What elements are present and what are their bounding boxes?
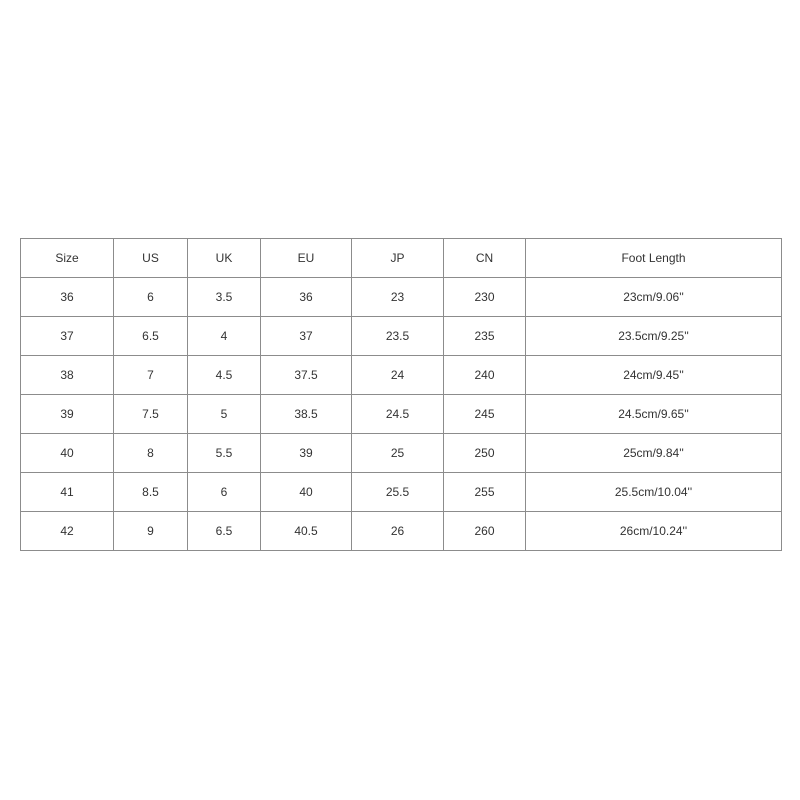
cell-uk: 6 bbox=[188, 473, 261, 512]
cell-jp: 23.5 bbox=[352, 317, 444, 356]
cell-foot-length: 23cm/9.06'' bbox=[526, 278, 782, 317]
table-row bbox=[21, 278, 782, 317]
header-row bbox=[21, 239, 782, 278]
cell-size: 41 bbox=[21, 473, 114, 512]
cell-cn: 240 bbox=[444, 356, 526, 395]
cell-eu: 37.5 bbox=[261, 356, 352, 395]
table-row bbox=[21, 473, 782, 512]
cell-foot-length: 25.5cm/10.04'' bbox=[526, 473, 782, 512]
cell-eu: 40.5 bbox=[261, 512, 352, 551]
cell-us: 6.5 bbox=[114, 317, 188, 356]
table-row bbox=[21, 434, 782, 473]
cell-size: 39 bbox=[21, 395, 114, 434]
cell-jp: 23 bbox=[352, 278, 444, 317]
cell-foot-length: 24cm/9.45'' bbox=[526, 356, 782, 395]
cell-cn: 250 bbox=[444, 434, 526, 473]
cell-eu: 40 bbox=[261, 473, 352, 512]
cell-jp: 25 bbox=[352, 434, 444, 473]
cell-uk: 6.5 bbox=[188, 512, 261, 551]
cell-foot-length: 26cm/10.24'' bbox=[526, 512, 782, 551]
header-jp: JP bbox=[352, 239, 444, 278]
cell-jp: 24.5 bbox=[352, 395, 444, 434]
header-cn: CN bbox=[444, 239, 526, 278]
cell-size: 42 bbox=[21, 512, 114, 551]
cell-uk: 4 bbox=[188, 317, 261, 356]
cell-us: 8.5 bbox=[114, 473, 188, 512]
cell-foot-length: 25cm/9.84'' bbox=[526, 434, 782, 473]
table-row bbox=[21, 356, 782, 395]
cell-us: 6 bbox=[114, 278, 188, 317]
cell-cn: 235 bbox=[444, 317, 526, 356]
cell-cn: 245 bbox=[444, 395, 526, 434]
cell-jp: 24 bbox=[352, 356, 444, 395]
table-row bbox=[21, 395, 782, 434]
header-uk: UK bbox=[188, 239, 261, 278]
cell-us: 9 bbox=[114, 512, 188, 551]
cell-us: 7.5 bbox=[114, 395, 188, 434]
cell-jp: 26 bbox=[352, 512, 444, 551]
cell-eu: 36 bbox=[261, 278, 352, 317]
cell-foot-length: 24.5cm/9.65'' bbox=[526, 395, 782, 434]
cell-size: 37 bbox=[21, 317, 114, 356]
cell-us: 8 bbox=[114, 434, 188, 473]
cell-eu: 38.5 bbox=[261, 395, 352, 434]
cell-eu: 37 bbox=[261, 317, 352, 356]
table-row bbox=[21, 317, 782, 356]
header-eu: EU bbox=[261, 239, 352, 278]
cell-cn: 230 bbox=[444, 278, 526, 317]
header-foot-length: Foot Length bbox=[526, 239, 782, 278]
cell-cn: 255 bbox=[444, 473, 526, 512]
table-row bbox=[21, 512, 782, 551]
size-chart-table bbox=[20, 238, 782, 551]
cell-us: 7 bbox=[114, 356, 188, 395]
cell-foot-length: 23.5cm/9.25'' bbox=[526, 317, 782, 356]
header-us: US bbox=[114, 239, 188, 278]
cell-size: 38 bbox=[21, 356, 114, 395]
cell-uk: 5.5 bbox=[188, 434, 261, 473]
cell-size: 40 bbox=[21, 434, 114, 473]
cell-size: 36 bbox=[21, 278, 114, 317]
cell-uk: 3.5 bbox=[188, 278, 261, 317]
cell-eu: 39 bbox=[261, 434, 352, 473]
cell-jp: 25.5 bbox=[352, 473, 444, 512]
header-size: Size bbox=[21, 239, 114, 278]
cell-cn: 260 bbox=[444, 512, 526, 551]
cell-uk: 5 bbox=[188, 395, 261, 434]
cell-uk: 4.5 bbox=[188, 356, 261, 395]
